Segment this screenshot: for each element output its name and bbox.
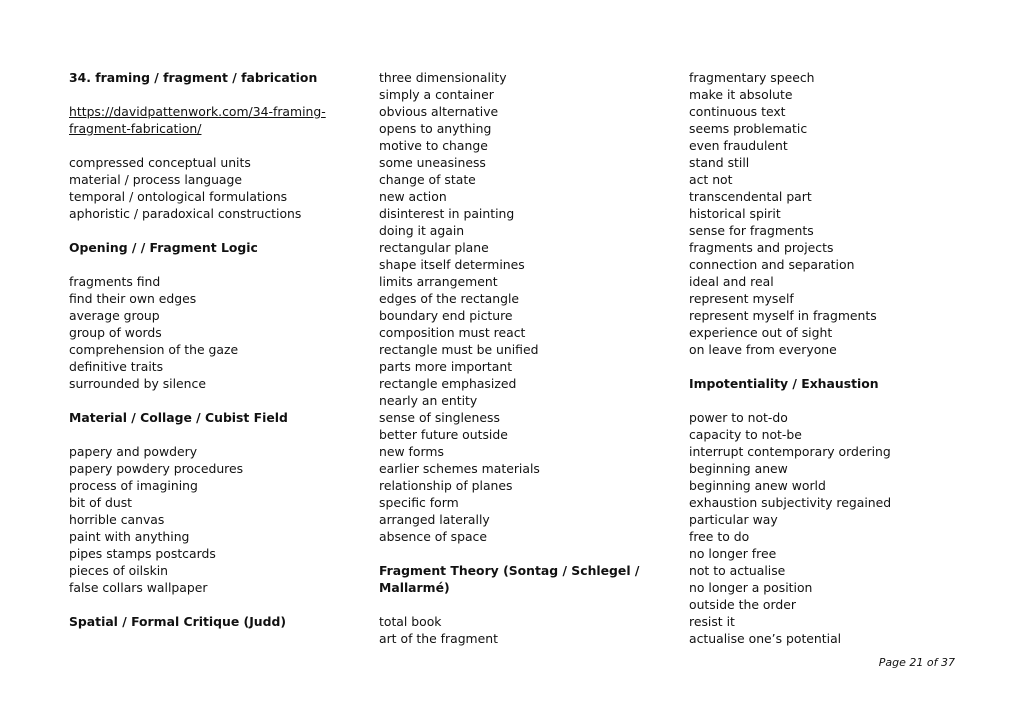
text-line: definitive traits [69,359,164,374]
text-line: act not [689,172,733,187]
text-line: resist it [689,614,735,629]
text-line: three dimensionality [379,70,507,85]
spacer [69,426,359,443]
text-line: particular way [689,512,778,527]
text-line: find their own edges [69,291,197,306]
text-line: compressed conceptual units [69,155,251,170]
section-heading: Impotentiality / Exhaustion [689,376,879,391]
section-heading: Fragment Theory (Sontag / Schlegel / [379,563,640,578]
text-line: surrounded by silence [69,376,206,391]
text-line: change of state [379,172,476,187]
text-line: fragments and projects [689,240,834,255]
text-line: average group [69,308,160,323]
text-line: shape itself determines [379,257,525,272]
text-line: exhaustion subjectivity regained [689,495,892,510]
text-line: composition must react [379,325,526,340]
text-line: rectangle must be unified [379,342,539,357]
text-line: pieces of oilskin [69,563,169,578]
text-line: horrible canvas [69,512,165,527]
spacer [69,222,359,239]
text-line: no longer free [689,546,777,561]
text-line: disinterest in painting [379,206,515,221]
text-line: papery powdery procedures [69,461,244,476]
text-line: transcendental part [689,189,812,204]
text-line: sense for fragments [689,223,814,238]
text-line: beginning anew [689,461,788,476]
text-line: make it absolute [689,87,793,102]
text-line: group of words [69,325,162,340]
spacer [379,596,669,613]
text-line: new action [379,189,447,204]
text-line: actualise one’s potential [689,631,842,646]
section-heading: Opening / / Fragment Logic [69,240,258,255]
text-line: better future outside [379,427,508,442]
text-line: some uneasiness [379,155,486,170]
text-line: motive to change [379,138,488,153]
text-line: process of imagining [69,478,198,493]
text-line: power to not-do [689,410,788,425]
text-line: no longer a position [689,580,813,595]
text-line: art of the fragment [379,631,498,646]
page-number: Page 21 of 37 [878,656,955,669]
column-middle [379,69,669,647]
text-line: not to actualise [689,563,786,578]
column-left [69,69,359,630]
spacer [69,86,359,103]
text-line: nearly an entity [379,393,478,408]
text-line: beginning anew world [689,478,826,493]
url-link[interactable]: fragment-fabrication/ [69,121,202,136]
text-line: temporal / ontological formulations [69,189,288,204]
text-line: bit of dust [69,495,133,510]
text-line: seems problematic [689,121,808,136]
spacer [69,256,359,273]
text-line: arranged laterally [379,512,490,527]
text-line: parts more important [379,359,513,374]
text-line: simply a container [379,87,494,102]
spacer [689,392,979,409]
text-line: represent myself in fragments [689,308,877,323]
text-line: rectangle emphasized [379,376,517,391]
text-line: doing it again [379,223,465,238]
section-heading: 34. framing / fragment / fabrication [69,70,318,85]
text-line: stand still [689,155,750,170]
spacer [689,358,979,375]
text-line: sense of singleness [379,410,500,425]
text-line: connection and separation [689,257,855,272]
section-heading: Spatial / Formal Critique (Judd) [69,614,287,629]
spacer [69,392,359,409]
text-line: capacity to not-be [689,427,802,442]
text-line: comprehension of the gaze [69,342,239,357]
text-line: false collars wallpaper [69,580,208,595]
text-line: papery and powdery [69,444,198,459]
text-line: relationship of planes [379,478,513,493]
text-line: experience out of sight [689,325,833,340]
text-line: fragmentary speech [689,70,815,85]
text-line: pipes stamps postcards [69,546,216,561]
text-line: opens to anything [379,121,492,136]
spacer [379,545,669,562]
spacer [69,137,359,154]
text-line: fragments find [69,274,161,289]
text-line: specific form [379,495,459,510]
text-line: paint with anything [69,529,190,544]
section-heading: Mallarmé) [379,580,450,595]
text-line: represent myself [689,291,794,306]
text-line: ideal and real [689,274,774,289]
text-line: continuous text [689,104,786,119]
text-line: new forms [379,444,444,459]
text-line: obvious alternative [379,104,499,119]
text-line: free to do [689,529,750,544]
column-right [689,69,979,647]
spacer [69,596,359,613]
text-line: outside the order [689,597,796,612]
text-line: boundary end picture [379,308,513,323]
text-line: on leave from everyone [689,342,837,357]
section-heading: Material / Collage / Cubist Field [69,410,288,425]
text-line: earlier schemes materials [379,461,540,476]
text-line: edges of the rectangle [379,291,520,306]
text-line: absence of space [379,529,487,544]
text-line: limits arrangement [379,274,498,289]
text-line: rectangular plane [379,240,489,255]
text-line: interrupt contemporary ordering [689,444,891,459]
url-link[interactable]: https://davidpattenwork.com/34-framing- [69,104,326,119]
text-line: aphoristic / paradoxical constructions [69,206,302,221]
text-line: historical spirit [689,206,781,221]
text-line: even fraudulent [689,138,788,153]
text-line: material / process language [69,172,243,187]
text-line: total book [379,614,442,629]
